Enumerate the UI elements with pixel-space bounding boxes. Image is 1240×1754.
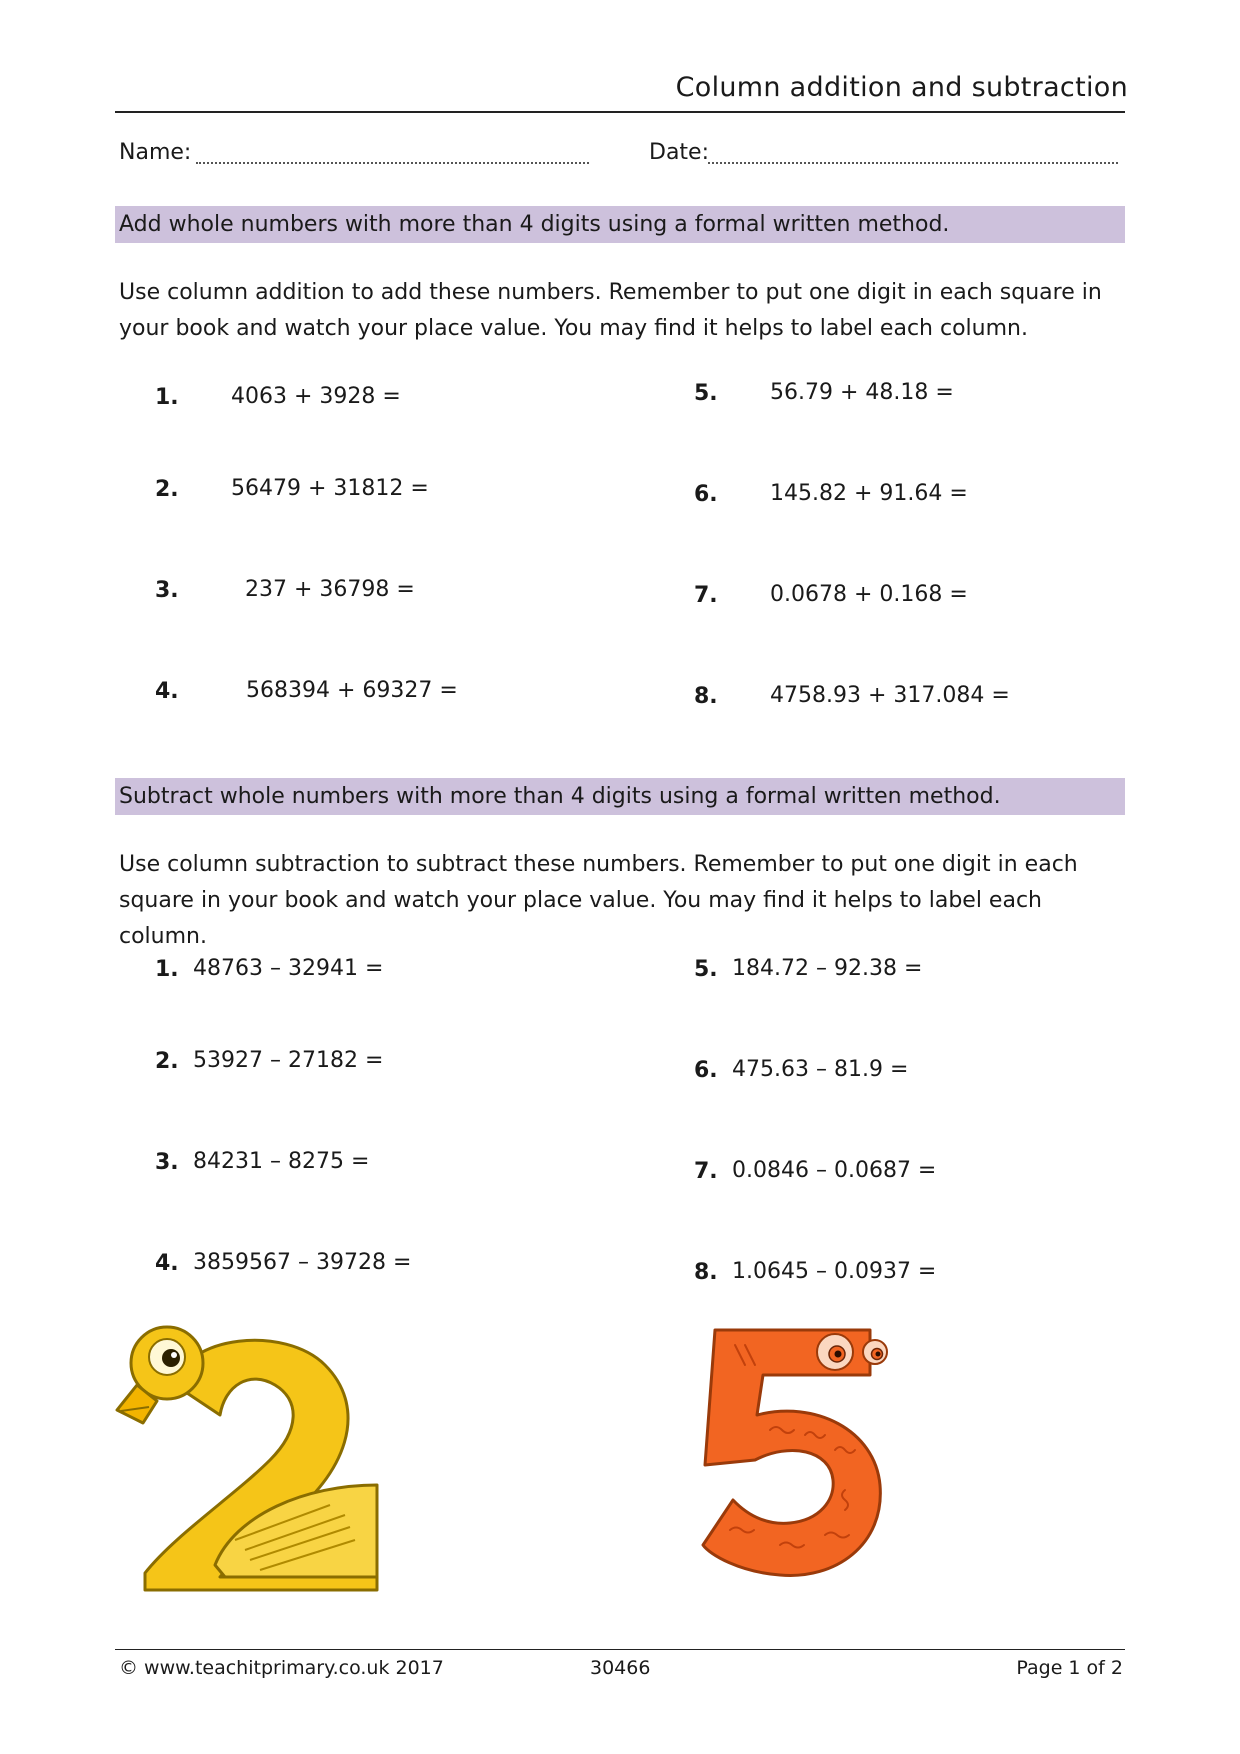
- subtraction-instructions: Use column subtraction to subtract these numbers. Remember to put one digit in each square in your book and watch your place value. You may find it helps to label each column.: [119, 852, 1078, 949]
- addition-q6-expression: 145.82 + 91.64 =: [770, 481, 968, 506]
- addition-q2-number: 2.: [155, 477, 179, 502]
- subtraction-q1-expression: 48763 – 32941 =: [193, 956, 384, 981]
- subtraction-q3-expression: 84231 – 8275 =: [193, 1149, 370, 1174]
- addition-q3-number: 3.: [155, 578, 179, 603]
- date-label: Date:: [649, 140, 709, 165]
- addition-q4-number: 4.: [155, 679, 179, 704]
- addition-q5-number: 5.: [694, 381, 718, 406]
- footer-page-number: Page 1 of 2: [1016, 1657, 1123, 1679]
- addition-q1-expression: 4063 + 3928 =: [231, 384, 401, 409]
- addition-q5-expression: 56.79 + 48.18 =: [770, 380, 954, 405]
- name-field[interactable]: [196, 162, 589, 164]
- subtraction-q6-expression: 475.63 – 81.9 =: [732, 1057, 909, 1082]
- addition-q1-number: 1.: [155, 385, 179, 410]
- subtraction-q4-number: 4.: [155, 1251, 179, 1276]
- number-five-creature-icon: [695, 1320, 910, 1585]
- footer-rule: [115, 1649, 1125, 1650]
- subtraction-q7-number: 7.: [694, 1159, 718, 1184]
- date-field[interactable]: [708, 162, 1118, 164]
- addition-q7-expression: 0.0678 + 0.168 =: [770, 582, 968, 607]
- subtraction-q2-number: 2.: [155, 1049, 179, 1074]
- addition-q8-number: 8.: [694, 684, 718, 709]
- header-rule: [115, 111, 1125, 113]
- subtraction-q4-expression: 3859567 – 39728 =: [193, 1250, 412, 1275]
- addition-q2-expression: 56479 + 31812 =: [231, 476, 429, 501]
- page-title: Column addition and subtraction: [675, 72, 1128, 103]
- addition-q3-expression: 237 + 36798 =: [245, 577, 415, 602]
- addition-q8-expression: 4758.93 + 317.084 =: [770, 683, 1010, 708]
- subtraction-q8-number: 8.: [694, 1260, 718, 1285]
- addition-objective-banner: Add whole numbers with more than 4 digits using a formal written method.: [115, 206, 1125, 243]
- subtraction-q5-number: 5.: [694, 957, 718, 982]
- addition-instructions: Use column addition to add these numbers. Remember to put one digit in each square in your book and watch your place value. You may find it helps to label each column.: [119, 280, 1102, 341]
- subtraction-q6-number: 6.: [694, 1058, 718, 1083]
- addition-q6-number: 6.: [694, 482, 718, 507]
- addition-q4-expression: 568394 + 69327 =: [246, 678, 458, 703]
- subtraction-q3-number: 3.: [155, 1150, 179, 1175]
- subtraction-q5-expression: 184.72 – 92.38 =: [732, 956, 923, 981]
- subtraction-q1-number: 1.: [155, 957, 179, 982]
- subtraction-q8-expression: 1.0645 – 0.0937 =: [732, 1259, 937, 1284]
- subtraction-objective-banner: Subtract whole numbers with more than 4 digits using a formal written method.: [115, 778, 1125, 815]
- name-label: Name:: [119, 140, 192, 165]
- subtraction-q7-expression: 0.0846 – 0.0687 =: [732, 1158, 937, 1183]
- subtraction-q2-expression: 53927 – 27182 =: [193, 1048, 384, 1073]
- addition-q7-number: 7.: [694, 583, 718, 608]
- footer-copyright: © www.teachitprimary.co.uk 2017: [119, 1657, 444, 1679]
- footer-resource-code: 30466: [590, 1657, 651, 1679]
- number-two-duck-icon: [115, 1315, 395, 1605]
